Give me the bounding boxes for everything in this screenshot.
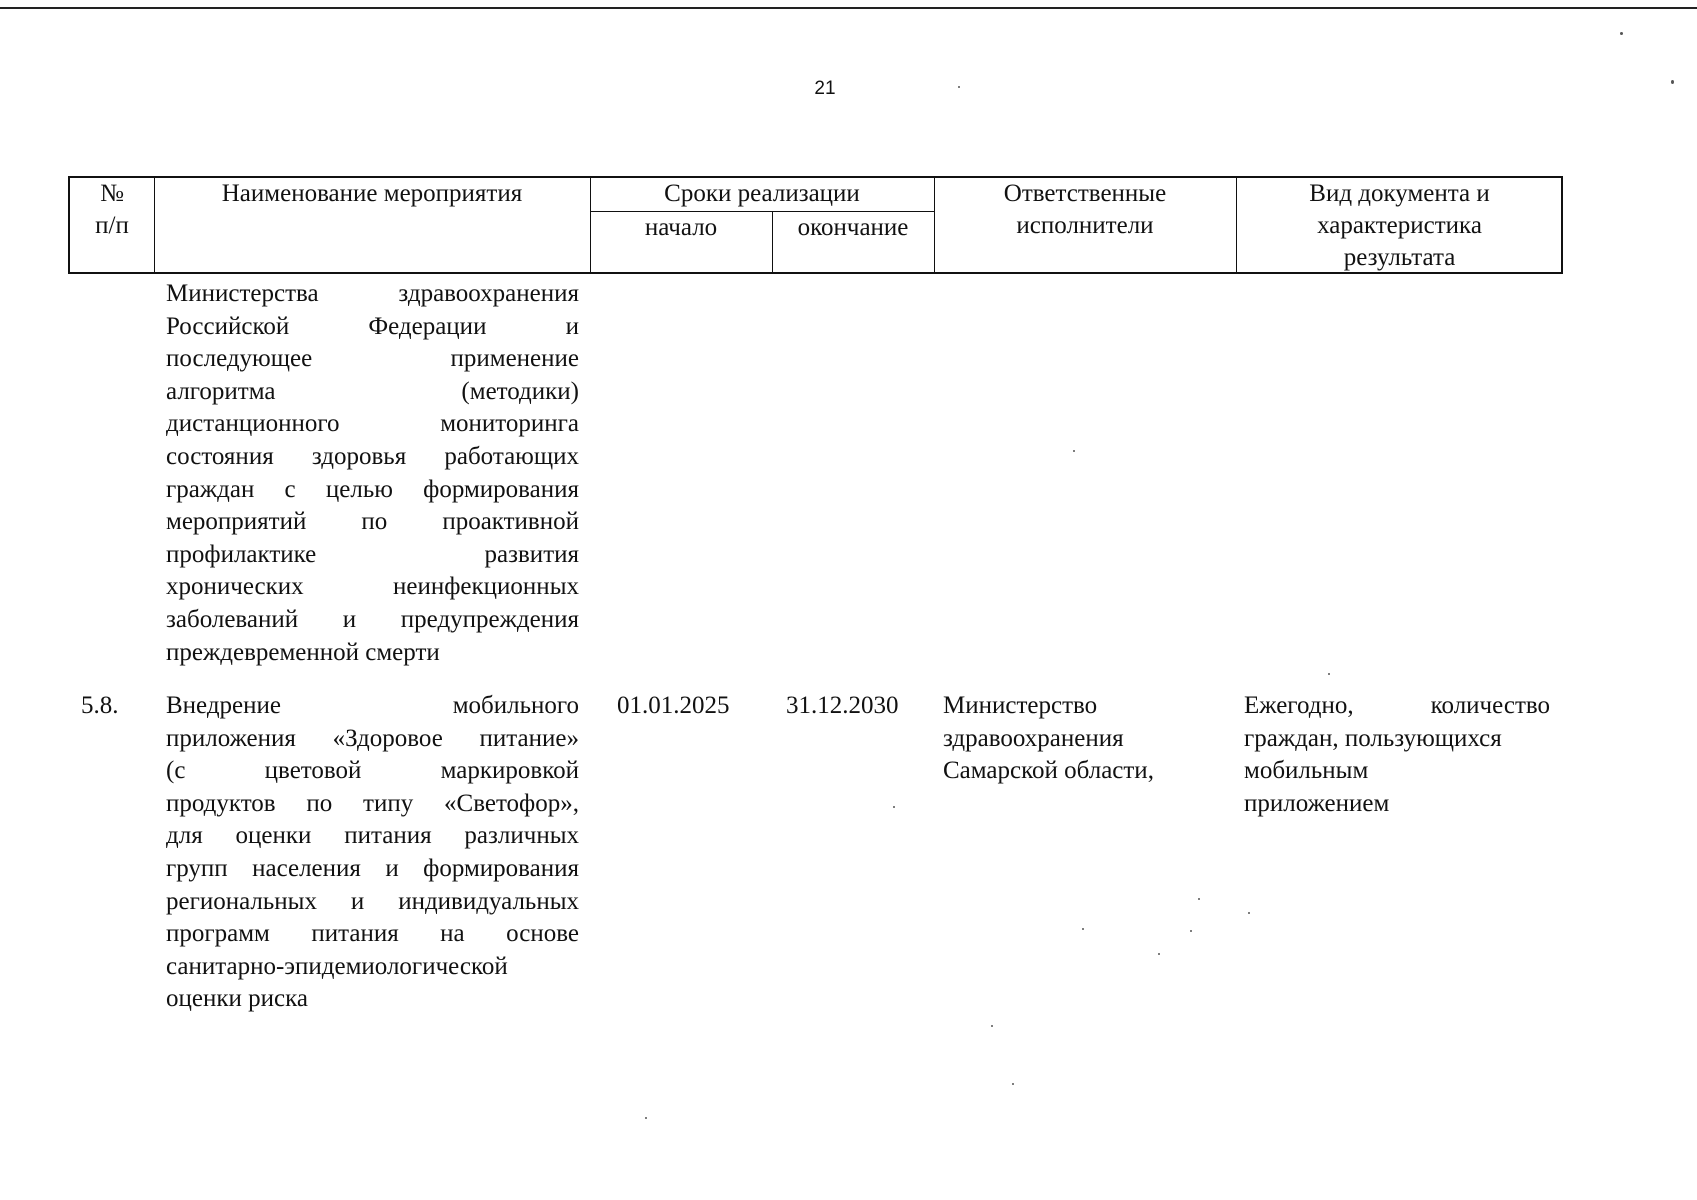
text-line: мобильным — [1244, 757, 1369, 785]
text-line: продуктов по типу «Светофор», — [166, 789, 579, 817]
text-line: приложением — [1244, 789, 1390, 817]
header-result-line: результата — [1343, 244, 1456, 271]
scan-speck — [893, 806, 895, 808]
text-line: граждан с целью формирования — [166, 475, 579, 503]
text-line: Внедрение мобильного — [166, 692, 579, 719]
text-line: оценки риска — [166, 985, 308, 1013]
scan-speck — [991, 1025, 993, 1027]
text-line: здравоохранения — [943, 724, 1124, 752]
text-line: состояния здоровья работающих — [166, 442, 579, 470]
text-line: мероприятий по проактивной — [166, 508, 579, 536]
text-line: профилактике развития — [166, 540, 579, 568]
header-start: начало — [644, 214, 718, 241]
text-line: групп населения и формирования — [166, 854, 579, 882]
header-num-line: п/п — [95, 212, 129, 239]
text-line: заболеваний и предупреждения — [166, 605, 579, 633]
header-executors-line: Ответственные — [1003, 180, 1167, 207]
text-line: граждан, пользующихся — [1244, 724, 1502, 752]
scan-speck — [1073, 450, 1075, 452]
text-line: Министерства здравоохранения — [166, 280, 579, 307]
text-line: Российской Федерации и — [166, 312, 579, 340]
top-rule — [0, 7, 1697, 9]
text-line: (с цветовой маркировкой — [166, 757, 579, 785]
scan-speck — [1190, 930, 1192, 932]
header-executors — [934, 178, 1236, 242]
page-number: 21 — [814, 78, 836, 99]
text-line: хронических неинфекционных — [166, 573, 579, 601]
scan-speck — [1198, 898, 1200, 900]
text-line: последующее применение — [166, 345, 579, 373]
text-line: приложения «Здоровое питание» — [166, 724, 579, 752]
text-line: Министерство — [943, 692, 1098, 719]
row-result — [1244, 690, 1550, 820]
scan-speck — [958, 86, 960, 88]
header-result — [1236, 178, 1563, 274]
scan-speck — [1248, 912, 1250, 914]
text-line: санитарно-эпидемиологической — [166, 952, 508, 980]
row-start-date: 01.01.2025 — [617, 692, 730, 719]
scan-speck — [1328, 673, 1330, 675]
scan-speck — [1012, 1083, 1014, 1085]
text-line: алгоритма (методики) — [166, 377, 579, 405]
row-continuation-name — [166, 278, 579, 669]
row-end-date: 31.12.2030 — [786, 692, 899, 719]
table-header — [68, 176, 1563, 274]
header-name: Наименование мероприятия — [221, 180, 523, 207]
header-result-line: характеристика — [1317, 212, 1482, 239]
text-line: для оценки питания различных — [166, 822, 579, 850]
scan-speck — [1671, 80, 1674, 84]
header-num — [70, 178, 154, 242]
row-executors — [943, 690, 1203, 788]
header-end: окончание — [797, 214, 909, 241]
scan-speck — [1158, 953, 1160, 955]
text-line: программ питания на основе — [166, 920, 579, 948]
row-number: 5.8. — [81, 692, 119, 719]
scan-speck — [1082, 928, 1084, 930]
header-result-line: Вид документа и — [1309, 180, 1490, 207]
text-line: дистанционного мониторинга — [166, 410, 579, 438]
text-line: региональных и индивидуальных — [166, 887, 579, 915]
scan-speck — [645, 1117, 647, 1119]
header-timing: Сроки реализации — [664, 180, 860, 207]
row-name — [166, 690, 579, 1016]
text-line: преждевременной смерти — [166, 638, 440, 666]
header-executors-line: исполнители — [1016, 212, 1154, 239]
text-line: Ежегодно, количество — [1244, 692, 1550, 719]
text-line: Самарской области, — [943, 757, 1154, 785]
scan-speck — [1620, 32, 1623, 35]
header-num-line: № — [100, 180, 124, 207]
